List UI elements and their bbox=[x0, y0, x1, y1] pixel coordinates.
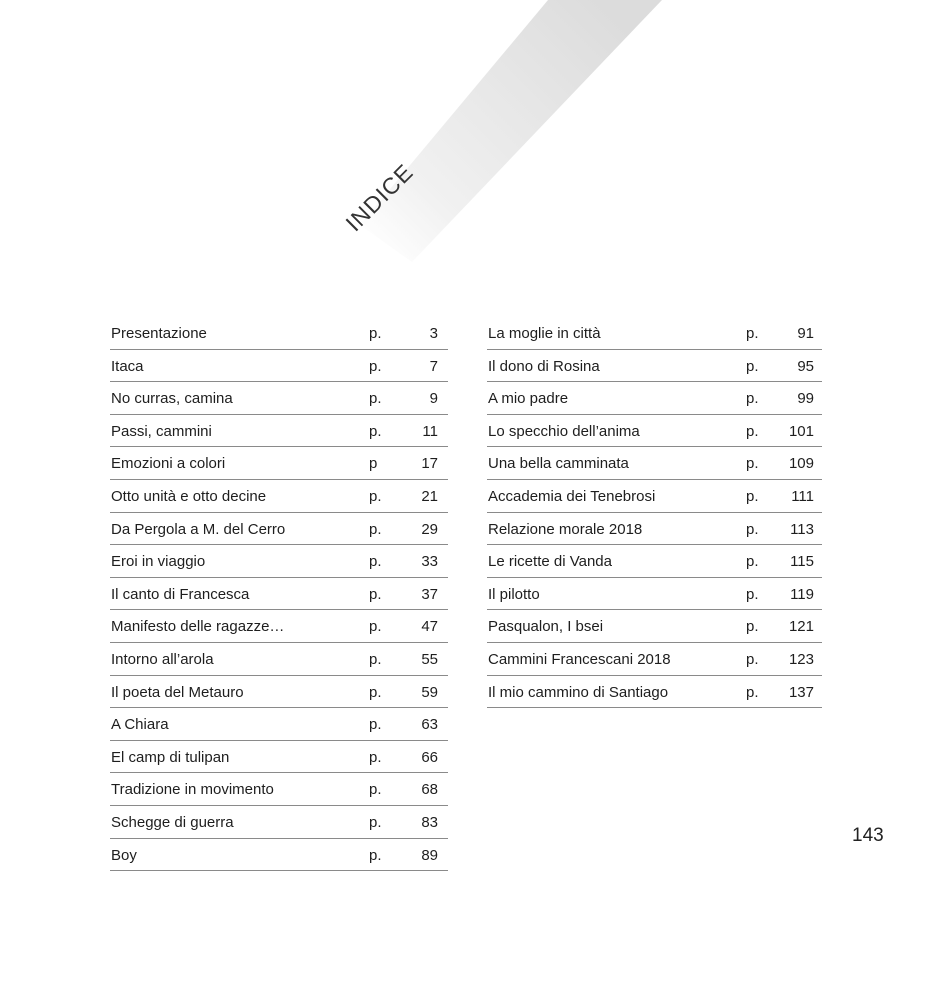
toc-entry-page-number: 21 bbox=[421, 487, 438, 505]
toc-entry-title: Passi, cammini bbox=[111, 422, 212, 440]
toc-entry bbox=[110, 806, 448, 839]
toc-entry-title: Le ricette di Vanda bbox=[488, 553, 612, 571]
toc-entry-page-abbrev: p. bbox=[369, 846, 382, 864]
toc-entry-title: Boy bbox=[111, 846, 137, 864]
toc-entry-page-number: 29 bbox=[421, 520, 438, 538]
toc-entry bbox=[110, 545, 448, 578]
toc-entry-title: Il dono di Rosina bbox=[488, 357, 600, 375]
toc-entry-page-abbrev: p bbox=[369, 455, 378, 473]
toc-entry bbox=[487, 382, 822, 415]
toc-entry-page-abbrev: p. bbox=[369, 520, 382, 538]
diagonal-ribbon bbox=[0, 0, 942, 320]
toc-entry-page-abbrev: p. bbox=[746, 325, 759, 342]
toc-entry-title: Lo specchio dell’anima bbox=[488, 422, 640, 440]
toc-entry-title: Accademia dei Tenebrosi bbox=[488, 487, 656, 505]
toc-entry-page-abbrev: p. bbox=[746, 683, 759, 701]
ribbon-shape bbox=[0, 0, 942, 320]
toc-entry-title: Il poeta del Metauro bbox=[111, 683, 244, 701]
toc-entry-title: Il pilotto bbox=[488, 585, 540, 603]
toc-entry-page-number: 89 bbox=[421, 846, 438, 864]
toc-entry-title: Da Pergola a M. del Cerro bbox=[111, 520, 286, 538]
toc-entry bbox=[110, 513, 448, 546]
toc-entry-page-abbrev: p. bbox=[369, 813, 382, 831]
toc-entry-title: Schegge di guerra bbox=[111, 813, 234, 831]
toc-entry-title: Relazione morale 2018 bbox=[488, 520, 643, 538]
toc-right-column bbox=[487, 317, 822, 708]
toc-entry-page-abbrev: p. bbox=[746, 357, 759, 375]
toc-entry bbox=[487, 676, 822, 709]
toc-entry bbox=[487, 545, 822, 578]
toc-entry bbox=[487, 447, 822, 480]
toc-entry-page-number: 119 bbox=[790, 585, 814, 603]
toc-entry-page-number: 91 bbox=[797, 325, 814, 342]
toc-entry bbox=[110, 708, 448, 741]
toc-entry-page-abbrev: p. bbox=[369, 357, 382, 375]
toc-entry-title: No curras, camina bbox=[111, 390, 233, 408]
toc-entry bbox=[487, 610, 822, 643]
toc-entry-page-abbrev: p. bbox=[369, 748, 382, 766]
toc-entry-page-abbrev: p. bbox=[369, 422, 382, 440]
toc-entry-page-abbrev: p. bbox=[746, 520, 759, 538]
toc-entry-title: El camp di tulipan bbox=[111, 748, 230, 766]
toc-entry-page-number: 37 bbox=[421, 585, 438, 603]
toc-entry-page-number: 121 bbox=[788, 618, 814, 636]
toc-entry-page-number: 68 bbox=[421, 781, 438, 799]
toc-entry bbox=[110, 773, 448, 806]
toc-entry-page-number: 115 bbox=[790, 553, 814, 571]
toc-entry bbox=[110, 676, 448, 709]
toc-entry-page-number: 111 bbox=[791, 487, 814, 505]
toc-entry bbox=[110, 480, 448, 513]
toc-entry-page-number: 11 bbox=[422, 422, 438, 440]
toc-entry-title: Il canto di Francesca bbox=[111, 585, 250, 603]
toc-entry bbox=[110, 317, 448, 350]
toc-entry-page-number: 33 bbox=[421, 553, 438, 571]
toc-entry-page-number: 3 bbox=[429, 325, 438, 342]
page-number: 143 bbox=[852, 825, 884, 846]
toc-entry bbox=[110, 610, 448, 643]
toc-entry-page-abbrev: p. bbox=[369, 487, 382, 505]
toc-entry-page-abbrev: p. bbox=[369, 618, 382, 636]
toc-entry-title: Cammini Francescani 2018 bbox=[488, 650, 671, 668]
toc-entry-page-number: 7 bbox=[429, 357, 438, 375]
toc-entry-page-number: 66 bbox=[421, 748, 438, 766]
toc-entry-title: Itaca bbox=[111, 357, 144, 375]
toc-entry-page-abbrev: p. bbox=[369, 683, 382, 701]
toc-entry-page-abbrev: p. bbox=[369, 325, 382, 342]
toc-entry bbox=[487, 578, 822, 611]
toc-entry-page-abbrev: p. bbox=[746, 553, 759, 571]
toc-entry-title: Pasqualon, I bsei bbox=[488, 618, 604, 636]
toc-entry-page-number: 83 bbox=[421, 813, 438, 831]
toc-entry-page-number: 109 bbox=[788, 455, 814, 473]
toc-entry-page-abbrev: p. bbox=[746, 618, 759, 636]
toc-entry bbox=[487, 643, 822, 676]
toc-entry-page-abbrev: p. bbox=[369, 781, 382, 799]
toc-entry bbox=[487, 480, 822, 513]
toc-entry-page-number: 123 bbox=[788, 650, 814, 668]
toc-entry-title: La moglie in città bbox=[488, 325, 601, 342]
toc-entry bbox=[487, 513, 822, 546]
toc-entry bbox=[110, 447, 448, 480]
toc-entry-page-abbrev: p. bbox=[369, 390, 382, 408]
toc-entry-page-number: 137 bbox=[788, 683, 814, 701]
toc-entry-title: Una bella camminata bbox=[488, 455, 629, 473]
toc-entry bbox=[487, 350, 822, 383]
toc-entry-page-number: 59 bbox=[421, 683, 438, 701]
toc-entry-page-number: 101 bbox=[788, 422, 814, 440]
toc-entry-page-abbrev: p. bbox=[746, 650, 759, 668]
toc-entry-title: Il mio cammino di Santiago bbox=[488, 683, 669, 701]
toc-entry-title: Tradizione in movimento bbox=[111, 781, 274, 799]
toc-entry-page-number: 47 bbox=[421, 618, 438, 636]
toc-entry-title: Presentazione bbox=[111, 325, 207, 342]
toc-entry-page-number: 55 bbox=[421, 650, 438, 668]
toc-entry bbox=[110, 578, 448, 611]
toc-entry bbox=[110, 382, 448, 415]
toc-entry-page-abbrev: p. bbox=[746, 455, 759, 473]
toc-entry bbox=[110, 839, 448, 872]
toc-entry-page-number: 17 bbox=[421, 455, 438, 473]
toc-entry-page-number: 99 bbox=[797, 390, 814, 408]
toc-entry-page-abbrev: p. bbox=[369, 650, 382, 668]
toc-entry bbox=[110, 415, 448, 448]
toc-entry-page-abbrev: p. bbox=[746, 585, 759, 603]
toc-entry-title: Manifesto delle ragazze… bbox=[111, 618, 285, 636]
toc-entry bbox=[110, 741, 448, 774]
toc-entry-title: A mio padre bbox=[488, 390, 569, 408]
toc-entry-page-number: 9 bbox=[429, 390, 438, 408]
toc-entry-page-abbrev: p. bbox=[746, 390, 759, 408]
toc-entry-page-number: 63 bbox=[421, 716, 438, 734]
toc-entry-title: Otto unità e otto decine bbox=[111, 487, 267, 505]
toc-entry-title: Intorno all’arola bbox=[111, 650, 214, 668]
toc-entry bbox=[487, 317, 822, 350]
toc-entry-page-abbrev: p. bbox=[746, 422, 759, 440]
toc-entry-page-abbrev: p. bbox=[369, 716, 382, 734]
index-title: INDICE bbox=[340, 158, 419, 237]
toc-entry-page-number: 95 bbox=[797, 357, 814, 375]
toc-entry-page-abbrev: p. bbox=[369, 585, 382, 603]
toc-entry bbox=[487, 415, 822, 448]
toc-entry-page-abbrev: p. bbox=[746, 487, 759, 505]
toc-entry-title: A Chiara bbox=[111, 716, 169, 734]
toc-left-column bbox=[110, 317, 448, 871]
toc-entry-page-number: 113 bbox=[790, 520, 814, 538]
toc-entry-title: Eroi in viaggio bbox=[111, 553, 206, 571]
toc-entry bbox=[110, 350, 448, 383]
toc-entry bbox=[110, 643, 448, 676]
toc-entry-page-abbrev: p. bbox=[369, 553, 382, 571]
toc-entry-title: Emozioni a colori bbox=[111, 455, 226, 473]
